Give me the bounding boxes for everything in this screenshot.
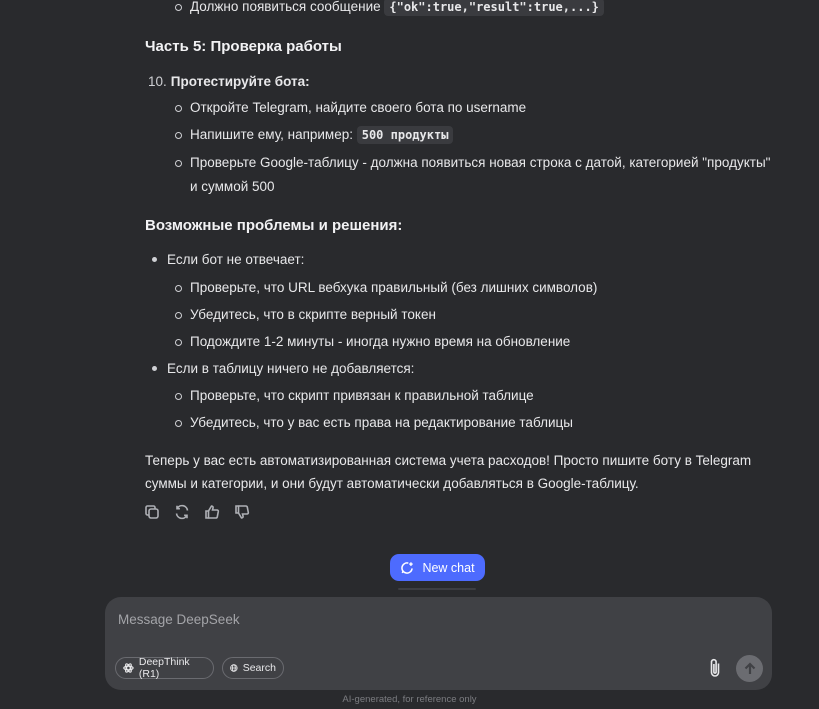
thumbs-down-icon: [234, 504, 250, 520]
deepthink-toggle[interactable]: [115, 657, 214, 679]
inline-code: 500 продукты: [357, 126, 454, 144]
list-item-text: Если в таблицу ничего не добавляется:: [167, 361, 415, 376]
paperclip-icon: [706, 657, 724, 679]
list-item-text: Проверьте, что URL вебхука правильный (без лишних символов): [190, 280, 598, 295]
list-item: [190, 123, 453, 147]
list-item-text: Убедитесь, что в скрипте верный токен: [190, 307, 436, 322]
dislike-button[interactable]: [233, 503, 251, 521]
new-chat-icon: [400, 561, 414, 575]
list-item-text: Подождите 1-2 минуты - иногда нужно время на обновление: [190, 334, 571, 349]
scroll-indicator: [398, 588, 476, 590]
list-item-continuation: и суммой 500: [190, 179, 275, 194]
disclaimer: AI-generated, for reference only: [342, 694, 477, 705]
copy-icon: [144, 504, 160, 520]
send-button[interactable]: [736, 655, 763, 682]
closing-paragraph: [145, 449, 785, 495]
list-item: [167, 248, 304, 272]
ordered-list-item: [148, 72, 310, 92]
step-title: Протестируйте бота: [170, 74, 306, 89]
section-heading: Возможные проблемы и решения:: [145, 217, 403, 234]
new-chat-button[interactable]: [390, 554, 485, 581]
new-chat-label: New chat: [422, 560, 475, 575]
list-item-text: Должно появиться сообщение: [190, 0, 385, 14]
list-item: [190, 330, 570, 354]
list-item: [190, 276, 597, 300]
list-item: [167, 357, 414, 381]
regenerate-button[interactable]: [173, 503, 191, 521]
list-item: [190, 384, 534, 408]
like-button[interactable]: [203, 503, 221, 521]
atom-icon: [123, 662, 134, 674]
list-item-text: Проверьте, что скрипт привязан к правильной таблице: [190, 388, 534, 403]
inline-code: {"ok":true,"result":true,...}: [384, 0, 604, 16]
list-item-text: Если бот не отвечает:: [167, 252, 305, 267]
attach-button[interactable]: [706, 657, 724, 679]
paragraph-line: Теперь у вас есть автоматизированная система учета расходов! Просто пишите боту в Telegram: [145, 453, 752, 468]
list-number: 10.: [148, 74, 167, 89]
deepthink-label: DeepThink (R1): [138, 656, 190, 680]
message-input[interactable]: [116, 607, 740, 631]
list-item-text: Откройте Telegram, найдите своего бота по username: [190, 100, 527, 115]
list-item: [190, 151, 770, 175]
globe-icon: [230, 662, 238, 674]
list-item: [190, 411, 573, 435]
list-item: [190, 303, 436, 327]
section-heading: Часть 5: Проверка работы: [145, 38, 342, 55]
step-title-suffix: :: [305, 74, 310, 89]
search-label: Search: [242, 662, 276, 674]
search-toggle[interactable]: [222, 657, 284, 679]
message-actions: [143, 503, 251, 521]
list-item: [190, 96, 526, 120]
regenerate-icon: [174, 504, 190, 520]
list-item-text: Проверьте Google-таблицу - должна появиться новая строка с датой, категорией "продукты": [190, 155, 771, 170]
list-item-text: Напишите ему, например:: [190, 127, 357, 142]
list-item: [190, 0, 604, 19]
message-composer: [105, 597, 772, 690]
copy-button[interactable]: [143, 503, 161, 521]
paragraph-line: суммы и категории, и они будут автоматически добавляться в Google-таблицу.: [145, 476, 639, 491]
arrow-up-icon: [743, 662, 757, 676]
thumbs-up-icon: [204, 504, 220, 520]
list-item-text: Убедитесь, что у вас есть права на редактирование таблицы: [190, 415, 573, 430]
